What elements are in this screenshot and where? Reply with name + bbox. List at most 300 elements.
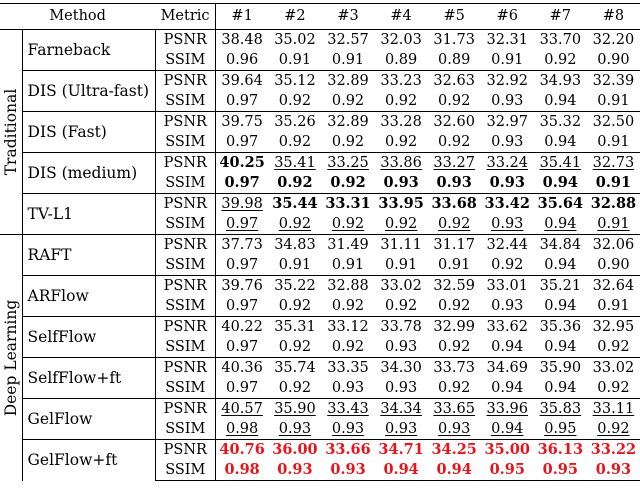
value-cell [428,378,481,399]
value-text: 0.93 [277,461,313,478]
value-cell [587,358,640,379]
value-text: 35.21 [539,278,582,294]
value-text: 0.93 [384,380,418,396]
value-text: 35.90 [539,360,582,376]
value-cell [587,440,640,461]
value-cell [587,399,640,420]
value-cell [215,399,268,420]
value-cell [587,194,640,215]
value-text: 40.57 [221,401,263,417]
value-text: 0.92 [278,216,312,232]
value-text: 0.91 [597,216,630,232]
value-cell [375,255,428,276]
value-text: 0.93 [489,174,525,191]
value-text: 0.93 [331,380,365,396]
value-cell [268,173,321,194]
value-cell [215,317,268,338]
value-cell [321,112,374,133]
value-text: 0.91 [438,257,471,273]
value-text: 0.92 [438,216,471,232]
method-name: Farneback [22,30,155,71]
table-row [0,276,640,297]
method-name: GelFlow [22,399,155,440]
value-cell [268,235,321,256]
value-text: 34.34 [380,401,422,417]
value-text: 32.63 [433,73,475,89]
value-cell [481,317,534,338]
value-cell [215,419,268,440]
value-cell [375,91,428,112]
value-cell [481,255,534,276]
metric-label: PSNR [155,317,215,338]
table-row [0,30,640,51]
value-cell [534,255,587,276]
value-cell [321,194,374,215]
value-cell [321,30,374,51]
value-cell [375,132,428,153]
value-cell [215,50,268,71]
value-cell [268,30,321,51]
value-cell [321,399,374,420]
value-cell [481,173,534,194]
value-cell [321,235,374,256]
table-row [0,440,640,461]
value-cell [268,112,321,133]
value-text: 38.48 [221,32,263,48]
value-text: 33.95 [378,195,424,212]
value-text: 0.93 [491,216,524,232]
value-text: 35.90 [274,401,316,417]
metric-label: PSNR [155,235,215,256]
value-text: 0.90 [597,52,630,68]
value-text: 0.92 [438,93,471,109]
value-cell [375,378,428,399]
value-cell [481,214,534,235]
metric-label: PSNR [155,276,215,297]
value-cell [428,50,481,71]
table-row [0,153,640,174]
value-text: 0.97 [224,174,260,191]
value-text: 32.89 [327,114,369,130]
value-text: 0.92 [597,339,630,355]
value-cell [215,378,268,399]
value-cell [428,440,481,461]
value-cell [321,71,374,92]
value-text: 0.93 [438,421,471,437]
value-cell [321,276,374,297]
value-text: 32.06 [592,237,635,253]
value-cell [321,91,374,112]
value-cell [268,296,321,317]
value-text: 32.92 [486,73,529,89]
value-text: 34.71 [378,441,424,458]
value-cell [375,460,428,481]
value-text: 31.17 [433,237,475,253]
value-cell [428,71,481,92]
value-text: 0.89 [384,52,418,68]
value-cell [587,112,640,133]
value-text: 0.92 [331,134,365,150]
metric-label: PSNR [155,194,215,215]
value-text: 39.76 [221,278,263,294]
value-text: 0.94 [544,339,577,355]
value-cell [534,71,587,92]
value-cell [321,378,374,399]
value-cell [534,358,587,379]
value-cell [587,378,640,399]
value-text: 39.64 [221,73,263,89]
value-cell [268,91,321,112]
value-cell [321,440,374,461]
value-text: 0.90 [597,257,630,273]
table-body [0,30,640,481]
value-cell [215,276,268,297]
value-cell [215,153,268,174]
value-cell [534,132,587,153]
value-text: 33.01 [486,278,529,294]
value-text: 0.94 [491,380,524,396]
value-cell [428,173,481,194]
value-cell [481,50,534,71]
value-text: 32.89 [327,73,369,89]
value-text: 0.91 [491,52,524,68]
value-cell [587,460,640,481]
value-text: 33.24 [486,155,529,171]
value-cell [481,30,534,51]
value-cell [268,214,321,235]
value-text: 33.35 [327,360,369,376]
value-cell [268,71,321,92]
value-cell [215,460,268,481]
header-run-1: #1 [231,8,253,24]
value-cell [375,71,428,92]
value-text: 0.94 [544,298,577,314]
value-text: 32.88 [590,195,637,212]
value-cell [321,358,374,379]
value-text: 0.93 [595,461,632,478]
value-text: 32.20 [592,32,635,48]
value-cell [534,173,587,194]
value-text: 31.73 [433,32,475,48]
value-text: 34.84 [539,237,582,253]
value-cell [375,214,428,235]
value-text: 0.92 [331,339,365,355]
value-text: 33.66 [325,441,371,458]
value-text: 0.93 [491,93,524,109]
value-cell [215,255,268,276]
value-cell [268,460,321,481]
value-text: 32.59 [433,278,475,294]
value-cell [481,358,534,379]
value-text: 0.93 [491,134,524,150]
value-text: 35.22 [274,278,316,294]
value-text: 35.64 [537,195,584,212]
value-text: 0.92 [331,298,365,314]
value-text: 0.92 [278,339,312,355]
value-cell [428,276,481,297]
value-cell [215,194,268,215]
value-text: 0.96 [225,52,259,68]
value-text: 0.93 [330,461,366,478]
method-name: SelfFlow+ft [22,358,155,399]
value-text: 35.36 [539,319,582,335]
value-text: 0.92 [278,380,312,396]
metric-label: SSIM [155,337,215,358]
value-cell [375,399,428,420]
value-cell [534,460,587,481]
value-text: 33.12 [327,319,369,335]
value-text: 0.94 [544,380,577,396]
value-cell [375,358,428,379]
value-cell [534,194,587,215]
value-text: 0.91 [278,52,312,68]
value-text: 0.91 [278,257,312,273]
value-text: 32.95 [592,319,635,335]
value-text: 31.11 [380,237,422,253]
header-run-3: #3 [337,8,359,24]
value-text: 0.97 [225,134,259,150]
value-text: 0.93 [384,339,418,355]
value-cell [215,337,268,358]
header-run-7: #7 [549,8,572,24]
value-cell [481,419,534,440]
value-text: 35.00 [484,441,530,458]
value-cell [534,378,587,399]
value-text: 40.22 [221,319,263,335]
metric-label: PSNR [155,112,215,133]
header-run-2: #2 [284,8,306,24]
value-text: 33.96 [486,401,529,417]
value-text: 0.92 [331,216,365,232]
value-cell [587,50,640,71]
value-cell [534,91,587,112]
results-table [0,3,640,481]
value-text: 35.74 [274,360,316,376]
value-text: 0.92 [278,93,312,109]
value-cell [321,460,374,481]
value-cell [481,378,534,399]
value-text: 33.86 [380,155,422,171]
value-text: 35.12 [274,73,316,89]
header-run-5: #5 [443,8,465,24]
value-cell [268,399,321,420]
value-cell [375,194,428,215]
metric-label: PSNR [155,71,215,92]
value-text: 0.92 [278,134,312,150]
value-text: 35.41 [539,155,582,171]
value-text: 35.41 [274,155,316,171]
value-text: 33.43 [327,401,369,417]
metric-label: SSIM [155,91,215,112]
value-cell [481,460,534,481]
value-cell [534,276,587,297]
value-cell [268,153,321,174]
value-cell [587,337,640,358]
value-text: 0.91 [384,257,418,273]
value-cell [534,30,587,51]
value-text: 0.92 [331,93,365,109]
value-cell [481,194,534,215]
value-text: 32.31 [486,32,529,48]
value-text: 33.73 [433,360,475,376]
value-cell [587,173,640,194]
value-cell [481,296,534,317]
table-row [0,112,640,133]
value-cell [534,419,587,440]
metric-label: SSIM [155,132,215,153]
metric-label: SSIM [155,173,215,194]
value-cell [481,235,534,256]
value-text: 0.94 [491,421,524,437]
value-text: 32.39 [592,73,635,89]
value-text: 32.99 [433,319,475,335]
value-text: 34.25 [431,441,477,458]
value-text: 0.94 [383,461,419,478]
method-name: TV-L1 [22,194,155,235]
value-text: 0.93 [383,174,419,191]
value-text: 40.76 [219,441,265,458]
value-cell [268,255,321,276]
value-cell [375,173,428,194]
value-text: 0.93 [331,421,365,437]
value-text: 32.03 [380,32,422,48]
value-cell [215,91,268,112]
value-text: 0.92 [384,298,418,314]
value-text: 0.94 [436,461,472,478]
category-label: Traditional [1,88,20,176]
value-text: 35.44 [272,195,318,212]
table-row [0,71,640,92]
value-cell [587,71,640,92]
value-cell [268,132,321,153]
value-text: 0.92 [438,134,471,150]
value-cell [587,91,640,112]
value-cell [375,112,428,133]
value-cell [534,296,587,317]
value-text: 33.62 [486,319,529,335]
value-cell [321,255,374,276]
value-cell [481,337,534,358]
value-text: 36.13 [537,441,584,458]
value-text: 0.93 [278,421,312,437]
value-text: 40.36 [221,360,263,376]
value-cell [375,30,428,51]
value-text: 33.02 [380,278,422,294]
value-text: 0.97 [225,339,259,355]
value-cell [534,399,587,420]
value-cell [587,255,640,276]
metric-label: SSIM [155,460,215,481]
value-text: 40.25 [219,154,265,171]
value-cell [268,50,321,71]
value-cell [321,419,374,440]
value-cell [534,112,587,133]
value-text: 0.92 [597,380,630,396]
value-cell [587,235,640,256]
value-text: 35.02 [274,32,316,48]
value-text: 33.78 [380,319,422,335]
value-text: 0.92 [330,174,366,191]
value-text: 34.93 [539,73,582,89]
value-cell [428,132,481,153]
value-text: 0.94 [544,93,577,109]
value-text: 32.50 [592,114,635,130]
value-cell [587,419,640,440]
method-name: DIS (Fast) [22,112,155,153]
value-cell [321,50,374,71]
value-cell [587,30,640,51]
value-cell [321,296,374,317]
value-text: 0.91 [331,257,365,273]
value-cell [321,173,374,194]
metric-label: PSNR [155,440,215,461]
value-text: 0.92 [438,339,471,355]
value-cell [481,71,534,92]
value-cell [215,112,268,133]
value-cell [587,276,640,297]
header-method: Method [49,8,106,24]
value-text: 32.57 [327,32,369,48]
value-text: 32.73 [592,155,635,171]
value-text: 33.27 [433,155,475,171]
category-cell [0,30,22,235]
value-cell [321,214,374,235]
value-cell [481,91,534,112]
value-text: 32.60 [433,114,475,130]
value-text: 0.93 [384,421,418,437]
value-text: 0.97 [225,93,259,109]
value-text: 0.91 [597,298,630,314]
value-cell [268,276,321,297]
value-text: 33.68 [431,195,477,212]
value-text: 0.91 [597,134,630,150]
value-text: 33.65 [433,401,475,417]
metric-label: PSNR [155,30,215,51]
value-text: 33.23 [380,73,422,89]
value-cell [534,214,587,235]
value-cell [587,296,640,317]
method-name: ARFlow [22,276,155,317]
value-text: 0.94 [542,174,578,191]
table-row [0,358,640,379]
value-cell [215,132,268,153]
value-text: 0.92 [384,216,418,232]
value-text: 0.92 [278,298,312,314]
value-text: 33.11 [592,401,635,417]
value-text: 0.94 [544,257,577,273]
value-cell [268,337,321,358]
value-cell [534,337,587,358]
value-text: 34.69 [486,360,529,376]
value-cell [321,317,374,338]
value-cell [587,214,640,235]
value-cell [428,317,481,338]
value-cell [321,337,374,358]
header-row [0,4,640,30]
method-name: GelFlow+ft [22,440,155,481]
value-text: 33.28 [380,114,422,130]
value-text: 35.26 [274,114,316,130]
value-cell [428,194,481,215]
value-text: 0.92 [597,421,630,437]
value-cell [481,276,534,297]
header-run-8: #8 [602,8,625,24]
value-cell [428,337,481,358]
value-text: 0.92 [384,93,418,109]
metric-label: PSNR [155,358,215,379]
value-text: 0.91 [597,93,630,109]
value-text: 0.94 [544,134,577,150]
